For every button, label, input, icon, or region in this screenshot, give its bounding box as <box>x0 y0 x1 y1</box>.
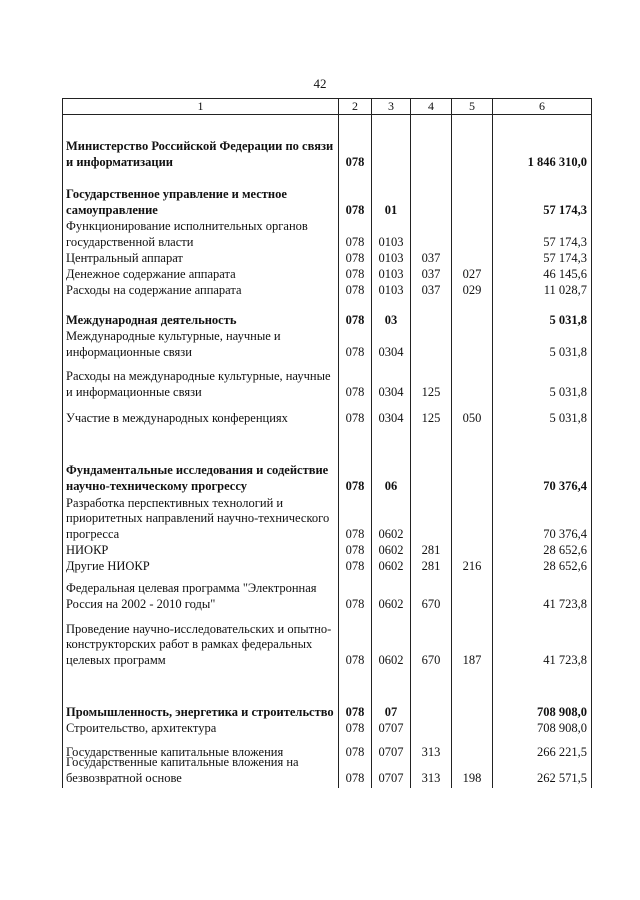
row-code-3: 0103 <box>378 250 404 265</box>
header-col-3: 3 <box>388 99 394 113</box>
row-amount: 28 652,6 <box>543 558 587 573</box>
row-code-4: 037 <box>421 250 441 265</box>
row-code-3: 0602 <box>378 542 404 557</box>
row-name: Государственные капитальные вложения на безвозвратной основе <box>66 755 299 785</box>
row-code-4: 281 <box>421 558 441 573</box>
row-code-3: 01 <box>384 202 398 217</box>
row-code-3: 0103 <box>378 234 404 249</box>
table-row <box>63 182 591 218</box>
row-code-4: 313 <box>421 744 441 759</box>
row-code-3: 0103 <box>378 282 404 297</box>
row-code-2: 078 <box>345 558 365 573</box>
header-bottom-border <box>63 114 591 115</box>
row-code-3: 0707 <box>378 770 404 785</box>
row-code-3: 0602 <box>378 596 404 611</box>
budget-table <box>62 98 592 788</box>
row-code-3: 0304 <box>378 410 404 425</box>
row-amount: 11 028,7 <box>543 282 587 297</box>
row-code-3: 03 <box>384 312 398 327</box>
row-name: Расходы на содержание аппарата <box>66 282 242 297</box>
row-code-3: 0602 <box>378 526 404 541</box>
row-code-5: 216 <box>462 558 482 573</box>
row-name: Государственное управление и местное самоуправление <box>66 187 287 217</box>
row-name: Государственные капитальные вложения <box>66 744 284 759</box>
header-col-1: 1 <box>197 99 204 113</box>
row-code-4: 281 <box>421 542 441 557</box>
row-name: Фундаментальные исследования и содействие научно-техническому прогрессу <box>66 463 329 493</box>
table-row <box>63 266 591 282</box>
row-name: Федеральная целевая программа "Электронная Россия на 2002 - 2010 годы" <box>66 581 317 611</box>
row-amount: 46 145,6 <box>543 266 587 281</box>
row-name: Министерство Российской Федерации по связи и информатизации <box>66 139 334 169</box>
row-code-2: 078 <box>345 526 365 541</box>
row-code-2: 078 <box>345 250 365 265</box>
row-code-3: 0103 <box>378 266 404 281</box>
row-amount: 266 221,5 <box>537 744 587 759</box>
row-name: Разработка перспективных технологий и приоритетных направлений научно-технического прогресса <box>66 495 330 541</box>
row-code-2: 078 <box>345 744 365 759</box>
table-row <box>63 752 591 786</box>
row-amount: 28 652,6 <box>543 542 587 557</box>
page-number: 42 <box>313 76 327 91</box>
row-code-4: 313 <box>421 770 441 785</box>
row-code-2: 078 <box>345 312 365 327</box>
row-code-4: 125 <box>421 384 441 399</box>
row-code-5: 027 <box>462 266 482 281</box>
table-row <box>63 686 591 720</box>
table-row <box>63 250 591 266</box>
table-row <box>63 366 591 400</box>
table-row <box>63 492 591 542</box>
row-code-3: 0707 <box>378 744 404 759</box>
row-code-2: 078 <box>345 770 365 785</box>
table-row <box>63 720 591 736</box>
row-amount: 41 723,8 <box>543 596 587 611</box>
row-code-5: 050 <box>462 410 482 425</box>
row-name: Промышленность, энергетика и строительство <box>66 704 334 719</box>
table-row <box>63 216 591 250</box>
row-amount: 1 846 310,0 <box>527 154 587 169</box>
row-code-5: 029 <box>462 282 482 297</box>
row-name: Денежное содержание аппарата <box>66 266 236 281</box>
row-name: Расходы на международные культурные, научные и информационные связи <box>66 369 331 399</box>
row-code-3: 0602 <box>378 558 404 573</box>
row-amount: 5 031,8 <box>549 384 587 399</box>
row-code-4: 037 <box>421 266 441 281</box>
table-row <box>63 558 591 574</box>
table-row <box>63 444 591 494</box>
row-amount: 5 031,8 <box>549 312 587 327</box>
row-amount: 70 376,4 <box>543 526 587 541</box>
row-name: Центральный аппарат <box>66 250 183 265</box>
row-name: Проведение научно-исследовательских и опытно-конструкторских работ в рамках федеральных целевых программ <box>66 621 332 667</box>
header-col-6: 6 <box>539 99 545 113</box>
row-code-4: 670 <box>421 596 441 611</box>
row-code-5: 187 <box>462 652 482 667</box>
row-code-2: 078 <box>345 596 365 611</box>
row-name: Участие в международных конференциях <box>66 410 288 425</box>
row-code-2: 078 <box>345 282 365 297</box>
row-amount: 708 908,0 <box>537 720 587 735</box>
row-name: Международная деятельность <box>66 312 237 327</box>
row-code-3: 0707 <box>378 720 404 735</box>
table-row <box>63 282 591 298</box>
table-row <box>63 618 591 668</box>
row-code-3: 0602 <box>378 652 404 667</box>
row-code-2: 078 <box>345 202 365 217</box>
row-code-2: 078 <box>345 542 365 557</box>
row-code-2: 078 <box>345 344 365 359</box>
row-code-2: 078 <box>345 384 365 399</box>
header-col-4: 4 <box>428 99 434 113</box>
row-code-5: 198 <box>462 770 482 785</box>
row-amount: 5 031,8 <box>549 344 587 359</box>
row-code-3: 07 <box>384 704 398 719</box>
row-code-3: 0304 <box>378 344 404 359</box>
row-amount: 41 723,8 <box>543 652 587 667</box>
row-code-2: 078 <box>345 154 365 169</box>
row-code-4: 670 <box>421 652 441 667</box>
row-code-2: 078 <box>345 478 365 493</box>
row-code-2: 078 <box>345 266 365 281</box>
header-col-5: 5 <box>469 99 475 113</box>
row-code-2: 078 <box>345 652 365 667</box>
row-code-2: 078 <box>345 720 365 735</box>
row-code-3: 0304 <box>378 384 404 399</box>
row-code-2: 078 <box>345 704 365 719</box>
row-amount: 57 174,3 <box>543 250 587 265</box>
row-code-2: 078 <box>345 234 365 249</box>
row-amount: 70 376,4 <box>543 478 587 493</box>
row-code-4: 125 <box>421 410 441 425</box>
table-row <box>63 410 591 426</box>
row-name: Другие НИОКР <box>66 558 150 573</box>
row-name: Строительство, архитектура <box>66 720 217 735</box>
row-amount: 262 571,5 <box>537 770 587 785</box>
row-amount: 57 174,3 <box>543 234 587 249</box>
row-amount: 708 908,0 <box>537 704 587 719</box>
header-col-2: 2 <box>352 99 358 113</box>
row-code-2: 078 <box>345 410 365 425</box>
row-amount: 5 031,8 <box>549 410 587 425</box>
table-row <box>63 578 591 612</box>
table-row <box>63 326 591 360</box>
row-name: Функционирование исполнительных органов государственной власти <box>66 219 308 249</box>
row-amount: 57 174,3 <box>543 202 587 217</box>
table-row <box>63 134 591 170</box>
row-code-3: 06 <box>384 478 398 493</box>
row-code-4: 037 <box>421 282 441 297</box>
row-name: НИОКР <box>66 542 109 557</box>
row-name: Международные культурные, научные и информационные связи <box>66 329 281 359</box>
table-row <box>63 542 591 558</box>
